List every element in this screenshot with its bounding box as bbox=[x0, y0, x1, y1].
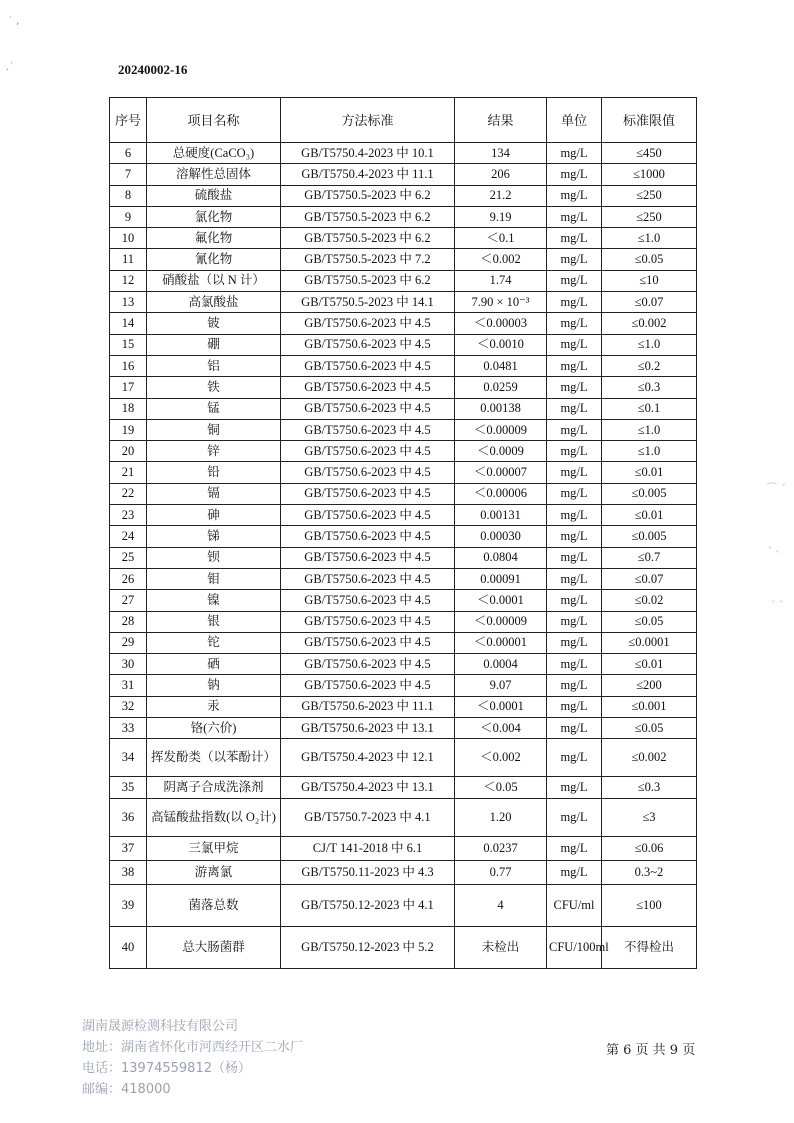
cell-result: ＜0.0010 bbox=[455, 334, 547, 355]
header-result: 结果 bbox=[455, 98, 547, 143]
cell-result: 1.20 bbox=[455, 798, 547, 836]
cell-method: GB/T5750.4-2023 中 11.1 bbox=[281, 164, 455, 185]
table-row bbox=[110, 632, 697, 653]
cell-name: 挥发酚类（以苯酚计） bbox=[147, 739, 281, 777]
table-row bbox=[110, 292, 697, 313]
cell-no: 25 bbox=[110, 547, 147, 568]
cell-limit: ≤0.01 bbox=[602, 654, 697, 675]
cell-name: 银 bbox=[147, 611, 281, 632]
cell-limit: 不得检出 bbox=[602, 926, 697, 968]
cell-unit: mg/L bbox=[547, 419, 602, 440]
cell-method: GB/T5750.6-2023 中 4.5 bbox=[281, 675, 455, 696]
cell-unit: mg/L bbox=[547, 228, 602, 249]
cell-method: GB/T5750.4-2023 中 10.1 bbox=[281, 143, 455, 164]
cell-result: 7.90 × 10⁻³ bbox=[455, 292, 547, 313]
cell-no: 33 bbox=[110, 718, 147, 739]
cell-no: 31 bbox=[110, 675, 147, 696]
cell-method: GB/T5750.5-2023 中 7.2 bbox=[281, 249, 455, 270]
cell-no: 37 bbox=[110, 836, 147, 860]
cell-limit: ≤0.3 bbox=[602, 777, 697, 798]
cell-limit: ≤0.002 bbox=[602, 313, 697, 334]
cell-result: 0.0481 bbox=[455, 355, 547, 376]
cell-name: 硒 bbox=[147, 654, 281, 675]
cell-unit: mg/L bbox=[547, 590, 602, 611]
cell-name: 钠 bbox=[147, 675, 281, 696]
table-row bbox=[110, 462, 697, 483]
seal-fragment-1: ⌒ ˊ bbox=[766, 482, 786, 495]
cell-method: GB/T5750.5-2023 中 6.2 bbox=[281, 206, 455, 227]
header-name: 项目名称 bbox=[147, 98, 281, 143]
cell-no: 19 bbox=[110, 419, 147, 440]
cell-no: 20 bbox=[110, 441, 147, 462]
cell-unit: mg/L bbox=[547, 836, 602, 860]
table-row bbox=[110, 739, 697, 777]
cell-limit: ≤0.02 bbox=[602, 590, 697, 611]
cell-limit: 0.3~2 bbox=[602, 860, 697, 884]
cell-unit: mg/L bbox=[547, 334, 602, 355]
cell-method: GB/T5750.11-2023 中 4.3 bbox=[281, 860, 455, 884]
cell-unit: mg/L bbox=[547, 798, 602, 836]
cell-method: GB/T5750.6-2023 中 4.5 bbox=[281, 355, 455, 376]
cell-name: 总大肠菌群 bbox=[147, 926, 281, 968]
test-results-table bbox=[109, 97, 697, 969]
cell-no: 32 bbox=[110, 696, 147, 717]
cell-name: 钼 bbox=[147, 568, 281, 589]
cell-method: GB/T5750.6-2023 中 13.1 bbox=[281, 718, 455, 739]
cell-limit: ≤200 bbox=[602, 675, 697, 696]
table-row bbox=[110, 355, 697, 376]
cell-name: 砷 bbox=[147, 505, 281, 526]
cell-unit: mg/L bbox=[547, 143, 602, 164]
cell-result: 206 bbox=[455, 164, 547, 185]
table-row bbox=[110, 270, 697, 291]
cell-name: 硼 bbox=[147, 334, 281, 355]
table-row bbox=[110, 185, 697, 206]
page-number: 第 6 页 共 9 页 bbox=[606, 1043, 696, 1058]
cell-unit: mg/L bbox=[547, 377, 602, 398]
cell-result: ＜0.0009 bbox=[455, 441, 547, 462]
cell-name: 铍 bbox=[147, 313, 281, 334]
cell-unit: mg/L bbox=[547, 313, 602, 334]
cell-unit: mg/L bbox=[547, 675, 602, 696]
cell-no: 24 bbox=[110, 526, 147, 547]
cell-unit: mg/L bbox=[547, 249, 602, 270]
table-row bbox=[110, 654, 697, 675]
table-row bbox=[110, 505, 697, 526]
table-row bbox=[110, 228, 697, 249]
cell-no: 39 bbox=[110, 884, 147, 926]
cell-result: 0.0004 bbox=[455, 654, 547, 675]
footer-contact bbox=[82, 1016, 303, 1100]
cell-no: 27 bbox=[110, 590, 147, 611]
cell-limit: ≤0.07 bbox=[602, 292, 697, 313]
cell-unit: mg/L bbox=[547, 526, 602, 547]
cell-name: 铁 bbox=[147, 377, 281, 398]
table-row bbox=[110, 206, 697, 227]
cell-no: 26 bbox=[110, 568, 147, 589]
cell-no: 40 bbox=[110, 926, 147, 968]
cell-name: 阴离子合成洗涤剂 bbox=[147, 777, 281, 798]
cell-result: 9.19 bbox=[455, 206, 547, 227]
cell-name: 硝酸盐（以 N 计） bbox=[147, 270, 281, 291]
table-row bbox=[110, 590, 697, 611]
cell-no: 14 bbox=[110, 313, 147, 334]
cell-no: 10 bbox=[110, 228, 147, 249]
cell-method: GB/T5750.6-2023 中 4.5 bbox=[281, 505, 455, 526]
cell-result: ＜0.0001 bbox=[455, 590, 547, 611]
cell-method: GB/T5750.6-2023 中 4.5 bbox=[281, 377, 455, 398]
document-id: 20240002-16 bbox=[118, 62, 188, 77]
cell-result: ＜0.002 bbox=[455, 739, 547, 777]
table-row bbox=[110, 926, 697, 968]
cell-limit: ≤100 bbox=[602, 884, 697, 926]
cell-name: 氟化物 bbox=[147, 228, 281, 249]
cell-name: 锑 bbox=[147, 526, 281, 547]
cell-result: 1.74 bbox=[455, 270, 547, 291]
cell-no: 12 bbox=[110, 270, 147, 291]
scan-mark-top-left: ˙ , bbox=[8, 16, 20, 27]
cell-unit: mg/L bbox=[547, 718, 602, 739]
cell-method: GB/T5750.6-2023 中 4.5 bbox=[281, 313, 455, 334]
cell-limit: ≤0.3 bbox=[602, 377, 697, 398]
table-row bbox=[110, 547, 697, 568]
cell-no: 17 bbox=[110, 377, 147, 398]
cell-result: ＜0.004 bbox=[455, 718, 547, 739]
cell-name: 氰化物 bbox=[147, 249, 281, 270]
cell-unit: mg/L bbox=[547, 164, 602, 185]
cell-name: 钡 bbox=[147, 547, 281, 568]
cell-limit: ≤1.0 bbox=[602, 441, 697, 462]
cell-name: 汞 bbox=[147, 696, 281, 717]
table-header-row bbox=[110, 98, 697, 143]
cell-no: 13 bbox=[110, 292, 147, 313]
cell-name: 硫酸盐 bbox=[147, 185, 281, 206]
cell-name: 游离氯 bbox=[147, 860, 281, 884]
cell-limit: ≤0.05 bbox=[602, 718, 697, 739]
cell-limit: ≤0.01 bbox=[602, 462, 697, 483]
cell-method: GB/T5750.6-2023 中 4.5 bbox=[281, 334, 455, 355]
cell-unit: CFU/ml bbox=[547, 884, 602, 926]
cell-method: GB/T5750.6-2023 中 11.1 bbox=[281, 696, 455, 717]
table-row bbox=[110, 164, 697, 185]
cell-unit: mg/L bbox=[547, 505, 602, 526]
cell-result: ＜0.00003 bbox=[455, 313, 547, 334]
cell-method: GB/T5750.6-2023 中 4.5 bbox=[281, 419, 455, 440]
cell-limit: ≤0.2 bbox=[602, 355, 697, 376]
table-row bbox=[110, 568, 697, 589]
cell-no: 11 bbox=[110, 249, 147, 270]
header-no: 序号 bbox=[110, 98, 147, 143]
cell-result: 0.00138 bbox=[455, 398, 547, 419]
table-row bbox=[110, 860, 697, 884]
cell-result: 0.0237 bbox=[455, 836, 547, 860]
cell-method: GB/T5750.6-2023 中 4.5 bbox=[281, 441, 455, 462]
cell-result: ＜0.002 bbox=[455, 249, 547, 270]
cell-unit: mg/L bbox=[547, 270, 602, 291]
cell-method: GB/T5750.6-2023 中 4.5 bbox=[281, 526, 455, 547]
cell-no: 6 bbox=[110, 143, 147, 164]
cell-result: 4 bbox=[455, 884, 547, 926]
cell-limit: ≤0.002 bbox=[602, 739, 697, 777]
table-row bbox=[110, 526, 697, 547]
cell-unit: mg/L bbox=[547, 611, 602, 632]
table-row bbox=[110, 675, 697, 696]
cell-result: 0.00030 bbox=[455, 526, 547, 547]
cell-result: 0.00091 bbox=[455, 568, 547, 589]
cell-name: 铊 bbox=[147, 632, 281, 653]
cell-method: GB/T5750.7-2023 中 4.1 bbox=[281, 798, 455, 836]
cell-method: GB/T5750.6-2023 中 4.5 bbox=[281, 590, 455, 611]
cell-unit: mg/L bbox=[547, 462, 602, 483]
cell-result: ＜0.00006 bbox=[455, 483, 547, 504]
cell-unit: mg/L bbox=[547, 860, 602, 884]
cell-name: 三氯甲烷 bbox=[147, 836, 281, 860]
cell-limit: ≤0.0001 bbox=[602, 632, 697, 653]
cell-unit: mg/L bbox=[547, 398, 602, 419]
cell-result: ＜0.00001 bbox=[455, 632, 547, 653]
cell-name: 锌 bbox=[147, 441, 281, 462]
cell-no: 35 bbox=[110, 777, 147, 798]
cell-result: 0.0259 bbox=[455, 377, 547, 398]
cell-limit: ≤1.0 bbox=[602, 228, 697, 249]
cell-limit: ≤0.05 bbox=[602, 249, 697, 270]
cell-unit: mg/L bbox=[547, 547, 602, 568]
table-row bbox=[110, 249, 697, 270]
cell-name: 氯化物 bbox=[147, 206, 281, 227]
cell-no: 16 bbox=[110, 355, 147, 376]
cell-method: GB/T5750.6-2023 中 4.5 bbox=[281, 568, 455, 589]
cell-no: 7 bbox=[110, 164, 147, 185]
cell-limit: ≤0.1 bbox=[602, 398, 697, 419]
cell-limit: ≤0.05 bbox=[602, 611, 697, 632]
cell-result: ＜0.00009 bbox=[455, 419, 547, 440]
cell-no: 29 bbox=[110, 632, 147, 653]
table-row bbox=[110, 143, 697, 164]
cell-no: 23 bbox=[110, 505, 147, 526]
cell-method: GB/T5750.6-2023 中 4.5 bbox=[281, 654, 455, 675]
cell-unit: mg/L bbox=[547, 206, 602, 227]
table-row bbox=[110, 334, 697, 355]
footer-company: 湖南晟源检测科技有限公司 bbox=[82, 1019, 239, 1034]
table-row bbox=[110, 836, 697, 860]
table-row bbox=[110, 798, 697, 836]
cell-no: 34 bbox=[110, 739, 147, 777]
cell-limit: ≤10 bbox=[602, 270, 697, 291]
footer-address: 地址：湖南省怀化市河西经开区二水厂 bbox=[82, 1040, 304, 1055]
seal-fragment-3: ˏ ˎ bbox=[770, 590, 785, 603]
cell-method: GB/T5750.6-2023 中 4.5 bbox=[281, 398, 455, 419]
cell-unit: mg/L bbox=[547, 696, 602, 717]
cell-name: 铬(六价) bbox=[147, 718, 281, 739]
cell-name: 镉 bbox=[147, 483, 281, 504]
cell-method: GB/T5750.6-2023 中 4.5 bbox=[281, 611, 455, 632]
cell-result: 0.00131 bbox=[455, 505, 547, 526]
header-method: 方法标准 bbox=[281, 98, 455, 143]
cell-result: 21.2 bbox=[455, 185, 547, 206]
cell-method: GB/T5750.5-2023 中 6.2 bbox=[281, 270, 455, 291]
cell-unit: mg/L bbox=[547, 739, 602, 777]
cell-name: 总硬度(CaCO₃) bbox=[147, 143, 281, 164]
table-row bbox=[110, 313, 697, 334]
table-row bbox=[110, 483, 697, 504]
cell-no: 18 bbox=[110, 398, 147, 419]
cell-no: 38 bbox=[110, 860, 147, 884]
cell-limit: ≤1000 bbox=[602, 164, 697, 185]
table-row bbox=[110, 611, 697, 632]
table-row bbox=[110, 777, 697, 798]
cell-result: 0.77 bbox=[455, 860, 547, 884]
cell-result: ＜0.00007 bbox=[455, 462, 547, 483]
cell-unit: mg/L bbox=[547, 185, 602, 206]
cell-limit: ≤0.001 bbox=[602, 696, 697, 717]
cell-method: GB/T5750.6-2023 中 4.5 bbox=[281, 483, 455, 504]
cell-name: 锰 bbox=[147, 398, 281, 419]
cell-result: 9.07 bbox=[455, 675, 547, 696]
cell-no: 9 bbox=[110, 206, 147, 227]
cell-limit: ≤0.005 bbox=[602, 526, 697, 547]
cell-no: 36 bbox=[110, 798, 147, 836]
cell-limit: ≤1.0 bbox=[602, 334, 697, 355]
cell-no: 21 bbox=[110, 462, 147, 483]
header-unit: 单位 bbox=[547, 98, 602, 143]
table-row bbox=[110, 718, 697, 739]
table-body bbox=[110, 143, 697, 969]
cell-unit: mg/L bbox=[547, 568, 602, 589]
cell-method: GB/T5750.12-2023 中 4.1 bbox=[281, 884, 455, 926]
cell-method: CJ/T 141-2018 中 6.1 bbox=[281, 836, 455, 860]
cell-method: GB/T5750.4-2023 中 12.1 bbox=[281, 739, 455, 777]
cell-no: 15 bbox=[110, 334, 147, 355]
cell-method: GB/T5750.4-2023 中 13.1 bbox=[281, 777, 455, 798]
cell-unit: mg/L bbox=[547, 292, 602, 313]
cell-unit: mg/L bbox=[547, 632, 602, 653]
cell-no: 28 bbox=[110, 611, 147, 632]
cell-no: 22 bbox=[110, 483, 147, 504]
table-row bbox=[110, 441, 697, 462]
cell-name: 铅 bbox=[147, 462, 281, 483]
cell-limit: ≤0.7 bbox=[602, 547, 697, 568]
footer-phone: 电话：13974559812（杨） bbox=[82, 1061, 251, 1076]
cell-limit: ≤0.005 bbox=[602, 483, 697, 504]
table-row bbox=[110, 419, 697, 440]
cell-result: 0.0804 bbox=[455, 547, 547, 568]
cell-result: ＜0.00009 bbox=[455, 611, 547, 632]
cell-unit: mg/L bbox=[547, 441, 602, 462]
cell-method: GB/T5750.6-2023 中 4.5 bbox=[281, 632, 455, 653]
cell-limit: ≤0.07 bbox=[602, 568, 697, 589]
cell-no: 8 bbox=[110, 185, 147, 206]
cell-limit: ≤250 bbox=[602, 206, 697, 227]
header-limit: 标准限值 bbox=[602, 98, 697, 143]
cell-limit: ≤1.0 bbox=[602, 419, 697, 440]
table-row bbox=[110, 398, 697, 419]
cell-name: 溶解性总固体 bbox=[147, 164, 281, 185]
cell-name: 铝 bbox=[147, 355, 281, 376]
cell-unit: mg/L bbox=[547, 483, 602, 504]
cell-method: GB/T5750.12-2023 中 5.2 bbox=[281, 926, 455, 968]
cell-result: 134 bbox=[455, 143, 547, 164]
cell-method: GB/T5750.5-2023 中 6.2 bbox=[281, 185, 455, 206]
cell-limit: ≤3 bbox=[602, 798, 697, 836]
cell-name: 高锰酸盐指数(以 O₂计) bbox=[147, 798, 281, 836]
cell-limit: ≤0.01 bbox=[602, 505, 697, 526]
cell-no: 30 bbox=[110, 654, 147, 675]
cell-name: 铜 bbox=[147, 419, 281, 440]
cell-result: 未检出 bbox=[455, 926, 547, 968]
cell-name: 镍 bbox=[147, 590, 281, 611]
cell-result: ＜0.05 bbox=[455, 777, 547, 798]
cell-method: GB/T5750.5-2023 中 6.2 bbox=[281, 228, 455, 249]
cell-method: GB/T5750.5-2023 中 14.1 bbox=[281, 292, 455, 313]
cell-unit: mg/L bbox=[547, 355, 602, 376]
cell-limit: ≤250 bbox=[602, 185, 697, 206]
cell-result: ＜0.0001 bbox=[455, 696, 547, 717]
table-row bbox=[110, 377, 697, 398]
cell-name: 菌落总数 bbox=[147, 884, 281, 926]
table-row bbox=[110, 696, 697, 717]
cell-method: GB/T5750.6-2023 中 4.5 bbox=[281, 547, 455, 568]
cell-result: ＜0.1 bbox=[455, 228, 547, 249]
cell-unit: mg/L bbox=[547, 777, 602, 798]
cell-unit: CFU/100ml bbox=[547, 926, 602, 968]
cell-limit: ≤450 bbox=[602, 143, 697, 164]
cell-method: GB/T5750.6-2023 中 4.5 bbox=[281, 462, 455, 483]
table-row bbox=[110, 884, 697, 926]
cell-unit: mg/L bbox=[547, 654, 602, 675]
seal-fragment-2: ˴ ˎ bbox=[768, 540, 781, 553]
scan-mark-top-left-2: .˙ bbox=[6, 62, 15, 73]
cell-name: 高氯酸盐 bbox=[147, 292, 281, 313]
cell-limit: ≤0.06 bbox=[602, 836, 697, 860]
footer-postcode: 邮编：418000 bbox=[82, 1082, 171, 1097]
